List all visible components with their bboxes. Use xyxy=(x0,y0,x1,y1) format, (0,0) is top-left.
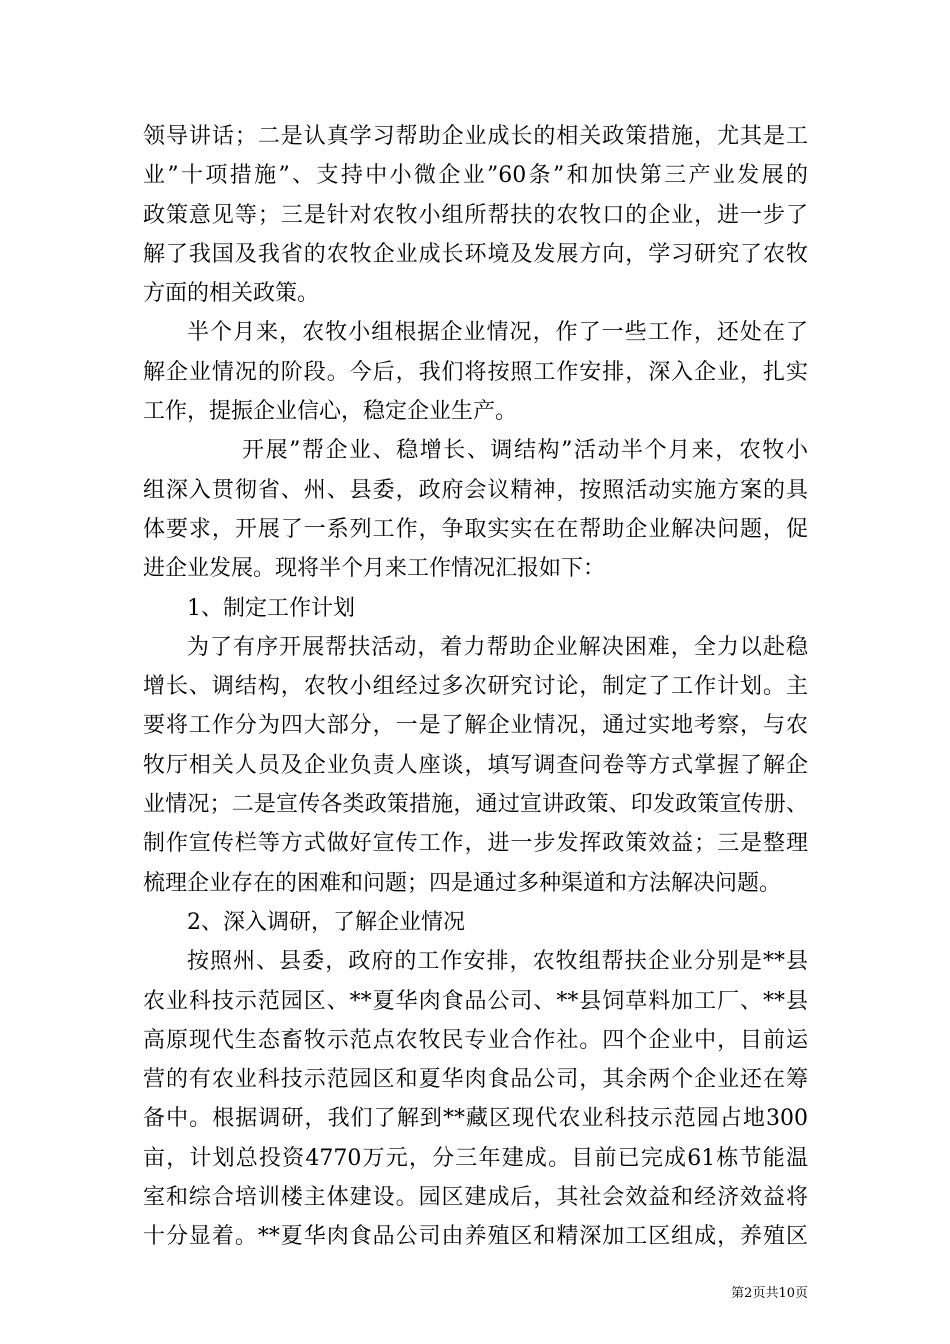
text-line: 开展”帮企业、稳增长、调结构”活动半个月来，农牧小 xyxy=(242,438,808,464)
text-line: 业”十项措施”、支持中小微企业”60条”和加快第三产业发展的 xyxy=(143,163,808,189)
text-line: 亩，计划总投资4770万元，分三年建成。目前已完成61栋节能温 xyxy=(143,1145,808,1171)
text-line: 营的有农业科技示范园区和夏华肉食品公司，其余两个企业还在筹 xyxy=(143,1067,808,1093)
text-line: 方面的相关政策。 xyxy=(143,281,320,307)
text-line: 牧厅相关人员及企业负责人座谈，填写调查问卷等方式掌握了解企 xyxy=(143,752,808,778)
text-line: 组深入贯彻省、州、县委，政府会议精神，按照活动实施方案的具 xyxy=(143,477,808,503)
text-line: 十分显着。**夏华肉食品公司由养殖区和精深加工区组成，养殖区 xyxy=(143,1224,808,1250)
text-line: 备中。根据调研，我们了解到**藏区现代农业科技示范园占地300 xyxy=(143,1106,808,1132)
text-line: 梳理企业存在的困难和问题；四是通过多种渠道和方法解决问题。 xyxy=(143,870,782,896)
page-footer: 第2页共10页 xyxy=(731,1286,808,1301)
body-text xyxy=(143,117,808,1257)
text-line: 增长、调结构，农牧小组经过多次研究讨论，制定了工作计划。主 xyxy=(143,674,808,700)
text-line: 业情况；二是宣传各类政策措施，通过宣讲政策、印发政策宣传册、 xyxy=(143,792,808,818)
text-line: 工作，提振企业信心，稳定企业生产。 xyxy=(143,399,518,425)
text-line: 2、深入调研，了解企业情况 xyxy=(187,909,465,935)
text-line: 解企业情况的阶段。今后，我们将按照工作安排，深入企业，扎实 xyxy=(143,359,808,385)
text-line: 解了我国及我省的农牧企业成长环境及发展方向，学习研究了农牧 xyxy=(143,241,808,267)
text-line: 1、制定工作计划 xyxy=(187,595,355,621)
text-line: 进企业发展。现将半个月来工作情况汇报如下： xyxy=(143,556,606,582)
text-line: 农业科技示范园区、**夏华肉食品公司、**县饲草料加工厂、**县 xyxy=(143,988,808,1014)
text-line: 为了有序开展帮扶活动，着力帮助企业解决困难，全力以赴稳 xyxy=(187,634,808,660)
text-line: 半个月来，农牧小组根据企业情况，作了一些工作，还处在了 xyxy=(187,320,808,346)
text-line: 制作宣传栏等方式做好宣传工作，进一步发挥政策效益；三是整理 xyxy=(143,831,808,857)
text-line: 体要求，开展了一系列工作，争取实实在在帮助企业解决问题，促 xyxy=(143,516,808,542)
text-line: 按照州、县委，政府的工作安排，农牧组帮扶企业分别是**县 xyxy=(187,949,808,975)
text-line: 要将工作分为四大部分，一是了解企业情况，通过实地考察，与农 xyxy=(143,713,808,739)
text-line: 高原现代生态畜牧示范点农牧民专业合作社。四个企业中，目前运 xyxy=(143,1027,808,1053)
text-line: 领导讲话；二是认真学习帮助企业成长的相关政策措施，尤其是工 xyxy=(143,124,808,149)
text-line: 政策意见等；三是针对农牧小组所帮扶的农牧口的企业，进一步了 xyxy=(143,202,808,228)
text-line: 室和综合培训楼主体建设。园区建成后，其社会效益和经济效益将 xyxy=(143,1185,808,1211)
